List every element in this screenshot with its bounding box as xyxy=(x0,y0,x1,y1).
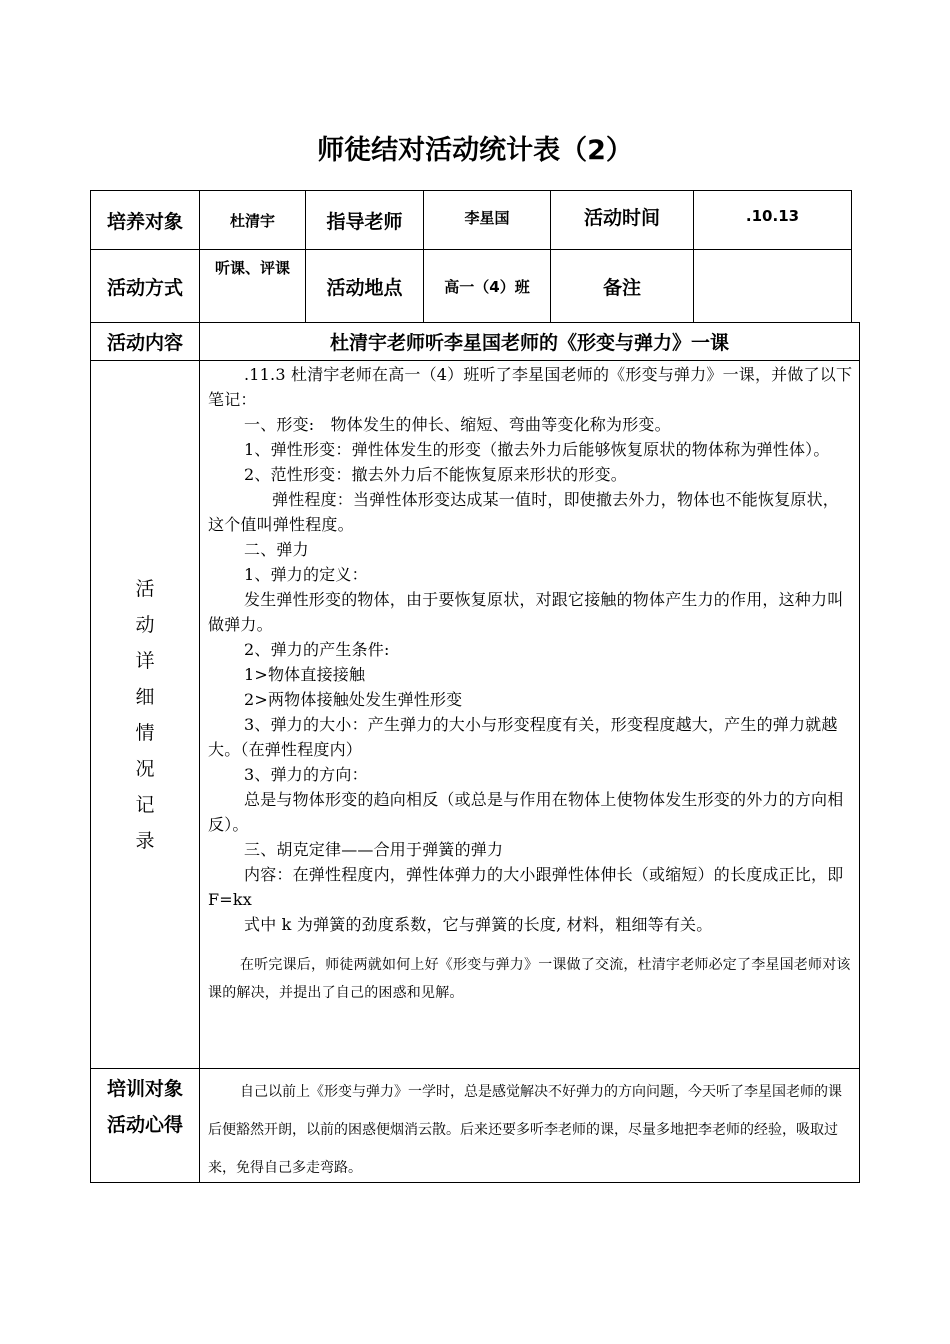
time-value: .10.13 xyxy=(693,190,852,249)
reflection-label-line1: 培训对象 xyxy=(106,1078,183,1100)
summary-paragraph: 在听完课后，师徒两就如何上好《形变与弹力》一课做了交流，杜清宇老师必定了李星国老师对该课的解决，并提出了自己的困惑和见解。 xyxy=(208,957,851,1001)
trainee-label: 培养对象 xyxy=(90,190,199,249)
note-paragraph: 1、弹性形变：弹性体发生的形变（撤去外力后能够恢复原状的物体称为弹性体）。 xyxy=(244,440,830,459)
method-label: 活动方式 xyxy=(90,249,199,322)
page-title: 师徒结对活动统计表（2） xyxy=(317,135,633,166)
note-paragraph: 3、弹力的大小：产生弹力的大小与形变程度有关，形变程度越大，产生的弹力就越大。（在弹性程度内） xyxy=(208,715,838,759)
note-paragraph: 内容：在弹性程度内，弹性体弹力的大小跟弹性体伸长（或缩短）的长度成正比，即 F=kx xyxy=(208,865,865,909)
reflection-text-cell xyxy=(199,1068,860,1183)
note-paragraph: 1、弹力的定义： xyxy=(244,565,368,584)
details-label xyxy=(90,360,199,1068)
note-paragraph: 式中 k 为弹簧的劲度系数，它与弹簧的长度, 材料，粗细等有关。 xyxy=(244,915,713,934)
method-value: 听课、评课 xyxy=(199,249,305,322)
details-label-char: 录 xyxy=(135,829,155,852)
mentor-value: 李星国 xyxy=(423,190,550,249)
details-label-char: 情 xyxy=(135,721,155,744)
details-label-char: 活 xyxy=(135,577,155,600)
note-paragraph: 2>两物体接触处发生弹性形变 xyxy=(244,690,463,709)
note-paragraph: 三、胡克定律——合用于弹簧的弹力 xyxy=(244,840,504,859)
details-label-char: 详 xyxy=(135,649,155,672)
reflection-label-line2: 活动心得 xyxy=(106,1114,183,1136)
note-paragraph: 2、范性形变：撤去外力后不能恢复原来形状的形变。 xyxy=(244,465,627,484)
note-paragraph: 一、形变: 物体发生的伸长、缩短、弯曲等变化称为形变。 xyxy=(244,415,671,434)
note-paragraph: 发生弹性形变的物体，由于要恢复原状，对跟它接触的物体产生力的作用，这种力叫做弹力。 xyxy=(208,590,844,634)
place-label: 活动地点 xyxy=(305,249,423,322)
mentor-label: 指导老师 xyxy=(305,190,423,249)
note-paragraph: .11.3 杜清宇老师在高一（4）班听了李星国老师的《形变与弹力》一课，并做了以下笔记： xyxy=(208,365,853,409)
details-label-char: 记 xyxy=(135,793,155,816)
note-paragraph: 3、弹力的方向： xyxy=(244,765,368,784)
remark-value xyxy=(693,249,852,322)
note-paragraph: 总是与物体形变的趋向相反（或总是与作用在物体上使物体发生形变的外力的方向相反）。 xyxy=(208,790,844,834)
remark-label: 备注 xyxy=(550,249,693,322)
note-paragraph: 弹性程度：当弹性体形变达成某一值时，即使撤去外力，物体也不能恢复原状，这个值叫弹性程度。 xyxy=(208,490,840,534)
details-label-chars xyxy=(135,571,155,859)
details-label-char: 细 xyxy=(135,685,155,708)
trainee-value: 杜清宇 xyxy=(199,190,305,249)
note-paragraph: 2、弹力的产生条件: xyxy=(244,640,390,659)
time-label: 活动时间 xyxy=(550,190,693,249)
details-notes xyxy=(199,360,865,1068)
note-paragraph: 二、弹力 xyxy=(244,540,309,559)
note-paragraph: 1>物体直接接触 xyxy=(244,665,366,684)
reflection-text: 自己以前上《形变与弹力》一学时，总是感觉解决不好弹力的方向问题，今天听了李星国老师的课后便豁然开朗，以前的困惑便烟消云散。后来还要多听李老师的课，尽量多地把李老师的经验，吸取过来，免得自己多走弯路。 xyxy=(208,1084,842,1176)
content-label: 活动内容 xyxy=(90,322,199,360)
reflection-label xyxy=(90,1068,199,1183)
details-label-char: 况 xyxy=(135,757,155,780)
place-value: 高一（4）班 xyxy=(423,249,550,322)
details-label-char: 动 xyxy=(135,613,155,636)
content-value: 杜清宇老师听李星国老师的《形变与弹力》一课 xyxy=(199,322,860,360)
